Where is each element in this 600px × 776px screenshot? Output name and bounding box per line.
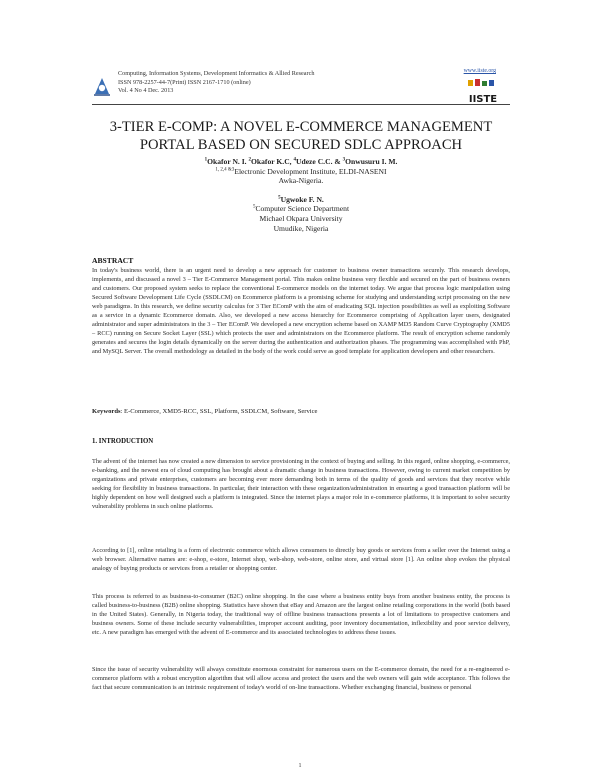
- journal-name: Computing, Information Systems, Development Informatics & Allied Research: [118, 70, 315, 77]
- author-5: $^5$Ugwoke F. N.: [278, 194, 324, 204]
- affiliation-2-city: Umudike, Nigeria: [273, 223, 329, 233]
- keywords-text: : E-Commerce, XMD5-RCC, SSL, Platform, SSDLCM, Software, Service: [120, 408, 318, 415]
- abstract-heading: ABSTRACT: [92, 256, 134, 265]
- author-2: Okafor K.C,: [251, 157, 292, 166]
- intro-paragraph-3: This process is referred to as business-to-consumer (B2C) online shopping. In the case where a business entity buys from another business entity, the process is called business-to-business (B2B) online shopping. Statistics have shown that eBay and Amazon are the largest online retailing corporations in the world (both based in the United States). Generally, in Nigeria today, the traditional way of offline business transactions presents a lot of limitations to prospective customers and business owners. Some of these include security vulnerabilities, improper account auditing, poor inventory documentation, inflexibility and poor service delivery, etc. A new paradigm has emerged with the advent of E-commerce and its associated technologies to address these issues.: [92, 593, 510, 637]
- running-header: [118, 70, 314, 96]
- intro-paragraph-4: Since the issue of security vulnerability will always constitute enormous constraint for numerous users on the E-commerce domain, the need for a re-engineered e-commerce platform with a robust encryption algorithm that will allow access and protect the users and the web owners will gain wide acceptance. This follows the fact that secure communication is an intrinsic requirement of today's world of on-line transactions. Whether exchanging financial, business or personal: [92, 666, 510, 692]
- page-number: 1: [298, 763, 302, 769]
- intro-paragraph-1: The advent of the internet has now created a new dimension to service provisioning in the context of buying and selling. In this regard, online shopping, e-commerce, e-banking, and the newest era of cloud computing has brought about a dramatic change in business transactions. However, owing to current market competition by organizations and private enterprises, customers are becoming ever more demanding both in terms of the quality of goods and services that they receive while seeking for flexibility in business transactions. In particular, their interaction with these organization/administration in ensuring a good transaction platform will be highly dependent on how well designed such a platform is integrated. Since the internet plays a major role in e-commerce platforms, it is important to solve security vulnerability problems in such online platforms.: [92, 458, 510, 511]
- paper-title: 3-TIER E-COMP: A NOVEL E-COMMERCE MANAGEMENT PORTAL BASED ON SECURED SDLC APPROACH: [109, 119, 493, 153]
- affiliation-2: $^5$Computer Science Department: [252, 204, 350, 214]
- journal-logo-icon: [92, 74, 112, 98]
- section-heading: 1. INTRODUCTION: [92, 438, 154, 445]
- affiliation-2-university: Michael Okpara University: [259, 213, 343, 223]
- author-block: [92, 157, 510, 233]
- journal-url-link[interactable]: www.iiste.org: [463, 68, 496, 74]
- keywords: [92, 408, 317, 415]
- journal-issn: ISSN 978-2257-44-7(Print) ISSN 2167-1710 (online): [118, 78, 251, 86]
- author-3: Udeze C.C. &: [295, 157, 341, 166]
- iiste-logo-text: IISTE: [468, 94, 498, 105]
- journal-volume: Vol. 4 No 4 Dec. 2013: [118, 87, 174, 95]
- abstract-text: In today's business world, there is an urgent need to develop a new approach for customer to business owner transactions securely. This research develops, implements, and discussed a novel 3 – Tier E-Commerce Management portal. This makes online business very flexible and secured on the part of business owners and customers. Our proposed system seeks to replace the conventional E-commerce models on the internet today. We argue that process logic manipulation using Secured Software Development Life Cycle (SSDLCM) on Ecommerce platform is a promising scheme for studying and understanding script processing on the new web paradigms. In this research, we define security calculus for 3 Tier EComP with the aim of eradicating SQL injection possibilities as well as exploiting Software as a service in a dynamic Ecommerce domain. Also, we developed a new access hierarchy for Ecommerce comprising of Application layer users, designated administrator and super administrators in the 3 – Tier EComP. We developed a new encryption scheme based on XAMP MD5 Random Curve Cryptography (XMD5 – RCC) running on Secure Socket Layer (SSL) which protects the user and administrators on the Ecommerce platform. The result of encryption scheme randomly generates and secures the login details dynamically on the server during the authentication and authorization phases. The programming was accomplished with PhP, and MySQL Server. The overall methodology as detailed in the body of the work could serve as good template for application developers and other researchers.: [92, 267, 510, 356]
- author-line-1: $^1$Okafor N. I. $^2$Okafor K.C, $^4$Udeze C.C. & $^3$Onwusuru I. M.: [204, 157, 398, 166]
- keywords-label: Keywords: [92, 408, 121, 415]
- affiliation-1: $^{1, 2,4 \&3}$Electronic Development Institute, ELDI-NASENI: [215, 166, 387, 176]
- author-1: Okafor N. I.: [207, 157, 247, 166]
- header-rule: [92, 104, 510, 105]
- author-4: Onwusuru I. M.: [345, 157, 398, 166]
- intro-paragraph-2: According to [1], online retailing is a form of electronic commerce which allows consumers to directly buy goods or services from a seller over the Internet using a web browser. Alternative names are: e-shop, e-store, Internet shop, web-shop, web-store, online store, and virtual store [1]. An online shop evokes the physical analogy of buying products or services from a retailer or shopping center.: [92, 547, 510, 573]
- affiliation-1-city: Awka-Nigeria.: [278, 176, 324, 186]
